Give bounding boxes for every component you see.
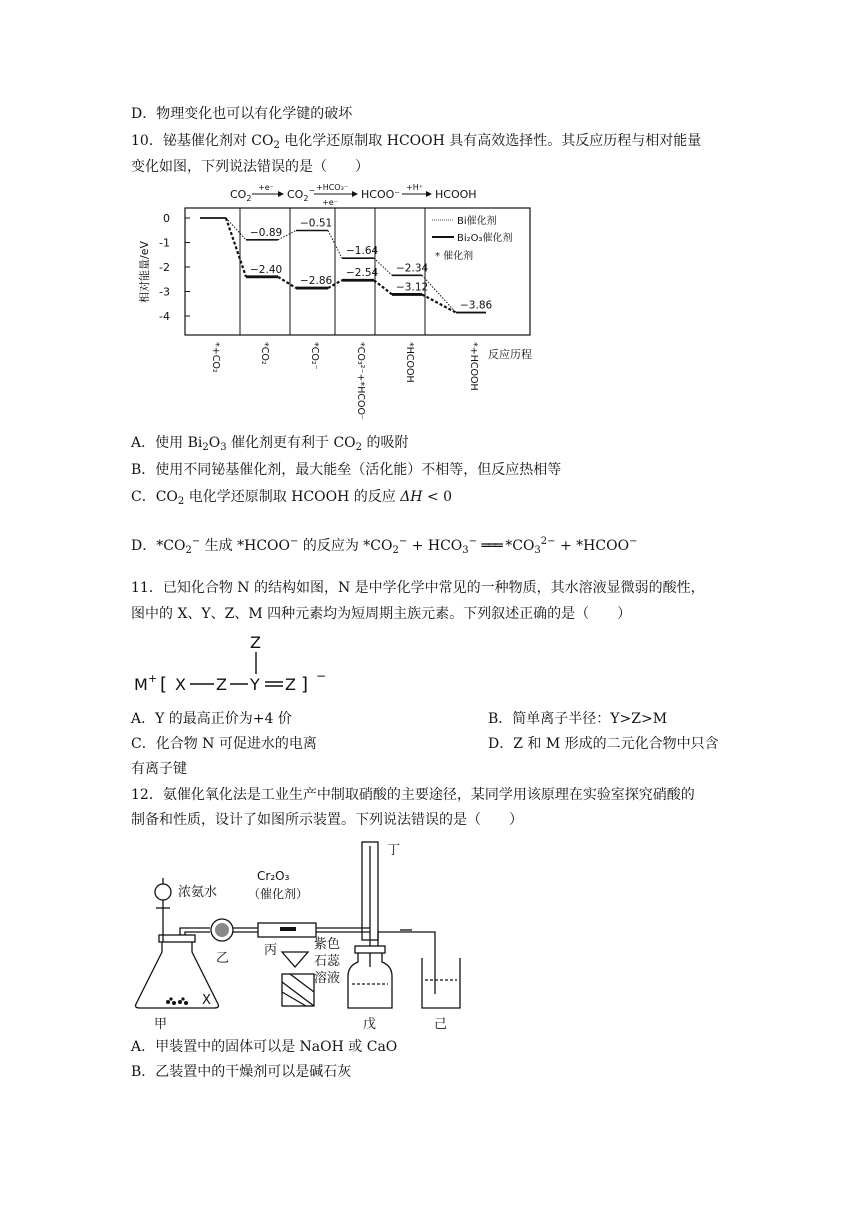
- label-wu: 戊: [363, 1017, 377, 1032]
- label-catalyst-formula: Cr₂O₃: [257, 869, 290, 883]
- q10-option-d: D．$*CO_2^-$ 生成 *HCOO− 的反应为 $*CO_2^- + HCO_3^-$ ═══ $*CO_3^{2-}$ + *HCOO−: [131, 536, 638, 556]
- y-tick-label: -3: [159, 285, 170, 299]
- atom-m: M: [134, 675, 148, 694]
- q11-stem-line2: 图中的 X、Y、Z、M 四种元素均为短周期主族元素。下列叙述正确的是（ ）: [131, 606, 632, 622]
- dropping-funnel: [155, 884, 171, 900]
- legend: [432, 214, 513, 262]
- x-tick-label: *CO₂⁻: [309, 342, 320, 370]
- svg-text:+HCO₃⁻: +HCO₃⁻: [316, 183, 349, 192]
- q12-stem-line1: 12．氨催化氧化法是工业生产中制取硝酸的主要途径，某同学用该原理在实验室探究硝酸的: [131, 787, 695, 803]
- q11-option-d-cont: 有离子键: [131, 761, 187, 777]
- y-axis-label: 相对能量/eV: [138, 241, 151, 303]
- q10-stem-line2: 变化如图，下列说法错误的是（ ）: [131, 159, 369, 175]
- q9-option-d: D．物理变化也可以有化学键的破坏: [131, 106, 353, 122]
- q10-option-b: B．使用不同铋基催化剂，最大能垒（活化能）不相等，但反应热相等: [131, 462, 562, 478]
- cation-charge: +: [148, 672, 158, 685]
- label-ding: 丁: [387, 843, 401, 858]
- q12-option-a: A．甲装置中的固体可以是 NaOH 或 CaO: [131, 1039, 398, 1055]
- svg-text:+e⁻: +e⁻: [322, 198, 338, 207]
- x-tick-label: *CO₂: [259, 342, 270, 365]
- q10-stem-part1: 10．铋基催化剂对: [131, 133, 252, 149]
- label-ji: 己: [434, 1017, 448, 1032]
- value-label-bi: −3.86: [460, 299, 493, 312]
- q11-option-d: D．Z 和 M 形成的二元化合物中只含: [488, 736, 719, 752]
- label-x: X: [202, 993, 211, 1008]
- value-label-bi: −0.51: [300, 217, 333, 230]
- value-label-bi2o3: −2.40: [250, 263, 283, 276]
- reaction-scheme: [230, 183, 477, 207]
- anion-charge: −: [316, 669, 327, 683]
- series-layer: [200, 218, 486, 313]
- q10-stem-part2: 电化学还原制取 HCOOH 具有高效选择性。其反应历程与相对能量: [279, 133, 702, 149]
- label-litmus-3: 溶液: [314, 971, 341, 986]
- y-tick-label: 0: [163, 212, 170, 225]
- q10-option-a: A．使用 $Bi_2O_3$ 催化剂更有利于 $CO_2$ 的吸附: [131, 435, 409, 453]
- q10-option-a-p1: A．使用: [131, 435, 188, 451]
- apparatus-diagram: [130, 832, 500, 1032]
- energy-connector: [374, 280, 392, 294]
- x-axis-ticks: [210, 342, 479, 420]
- value-label-bi2o3: −2.86: [300, 275, 333, 288]
- y-tick-label: -1: [159, 236, 170, 250]
- x-tick-label: *+HCOOH: [468, 342, 479, 391]
- svg-text:+H⁺: +H⁺: [406, 183, 423, 192]
- atom-y: Y: [250, 675, 260, 694]
- legend-bi: Bi催化剂: [457, 216, 497, 227]
- q11-option-c: C．化合物 N 可促进水的电离: [131, 736, 317, 752]
- q11-option-a: A．Y 的最高正价为+4 价: [131, 711, 292, 727]
- value-label-bi: −2.34: [396, 262, 429, 275]
- q10-option-c: C．$CO_2$ 电化学还原制取 HCOOH 的反应 ΔH < 0: [131, 489, 453, 507]
- atom-z1: Z: [216, 675, 227, 694]
- value-label-bi2o3: −2.54: [346, 267, 379, 280]
- legend-star: * 催化剂: [435, 251, 474, 262]
- q10-stem-line1: 10．铋基催化剂对 $CO_2$ 电化学还原制取 HCOOH 具有高效选择性。其反应历程与相对能量: [131, 133, 702, 151]
- bracket-left: [: [160, 674, 168, 695]
- q10-option-c-p1: C．: [131, 489, 156, 505]
- label-litmus-1: 紫色: [314, 937, 341, 952]
- y-tick-label: -4: [159, 310, 170, 323]
- legend-bi2o3: Bi₂O₃催化剂: [457, 233, 513, 244]
- compound-n-structure: [130, 628, 340, 708]
- svg-text:CO2: $CO_2$: [230, 188, 252, 203]
- atom-z-top: Z: [250, 633, 261, 652]
- value-label-bi: −1.64: [346, 245, 379, 258]
- label-ammonia: 浓氨水: [178, 885, 218, 900]
- energy-connector: [226, 218, 246, 277]
- svg-text:HCOOH: HCOOH: [435, 188, 477, 201]
- x-tick-label: *CO₃²⁻+*HCOO⁻: [355, 342, 366, 420]
- q10-option-d-p2: 生成: [200, 538, 233, 554]
- svg-text:+e⁻: +e⁻: [258, 183, 274, 192]
- svg-text:CO2−: $CO_2^-$: [287, 186, 316, 203]
- q10-option-c-p2: 电化学还原制取 HCOOH 的反应: [184, 489, 401, 505]
- atom-x: X: [175, 675, 186, 694]
- beaker-ji: [422, 958, 460, 1008]
- x-tick-label: *HCOOH: [404, 342, 415, 383]
- value-label-bi2o3: −3.12: [396, 281, 429, 294]
- energy-connector: [422, 294, 456, 312]
- label-yi: 乙: [216, 951, 230, 966]
- label-litmus-2: 石蕊: [314, 954, 341, 969]
- x-tick-label: *+CO₂: [210, 342, 221, 373]
- q10-option-a-p2: 催化剂更有利于: [226, 435, 334, 451]
- value-label-bi: −0.89: [250, 226, 283, 239]
- label-catalyst: （催化剂）: [248, 887, 309, 901]
- label-jia: 甲: [154, 1017, 168, 1032]
- q10-option-d-p1: D．: [131, 538, 157, 554]
- x-axis-label: 反应历程: [488, 348, 532, 361]
- energy-profile-chart: [130, 180, 550, 430]
- svg-text:HCOO⁻: HCOO⁻: [361, 188, 401, 201]
- q10-option-a-p3: 的吸附: [362, 435, 409, 451]
- y-tick-label: -2: [159, 261, 170, 274]
- burner: [282, 952, 308, 967]
- q12-stem-line2: 制备和性质，设计了如图所示装置。下列说法错误的是（ ）: [131, 812, 523, 828]
- label-bing: 丙: [264, 943, 278, 958]
- flask-stopper: [159, 935, 195, 942]
- q11-stem-line1: 11．已知化合物 N 的结构如图，N 是中学化学中常见的一种物质，其水溶液显微弱的酸性，: [131, 580, 705, 596]
- bracket-right: ]: [301, 674, 309, 695]
- q12-option-b: B．乙装置中的干燥剂可以是碱石灰: [131, 1064, 352, 1080]
- energy-connector: [278, 277, 296, 288]
- value-labels: [250, 217, 492, 311]
- atom-z2: Z: [285, 675, 296, 694]
- q11-option-b: B．简单离子半径：Y>Z>M: [488, 711, 668, 727]
- q10-option-d-p3: 的反应为: [298, 538, 359, 554]
